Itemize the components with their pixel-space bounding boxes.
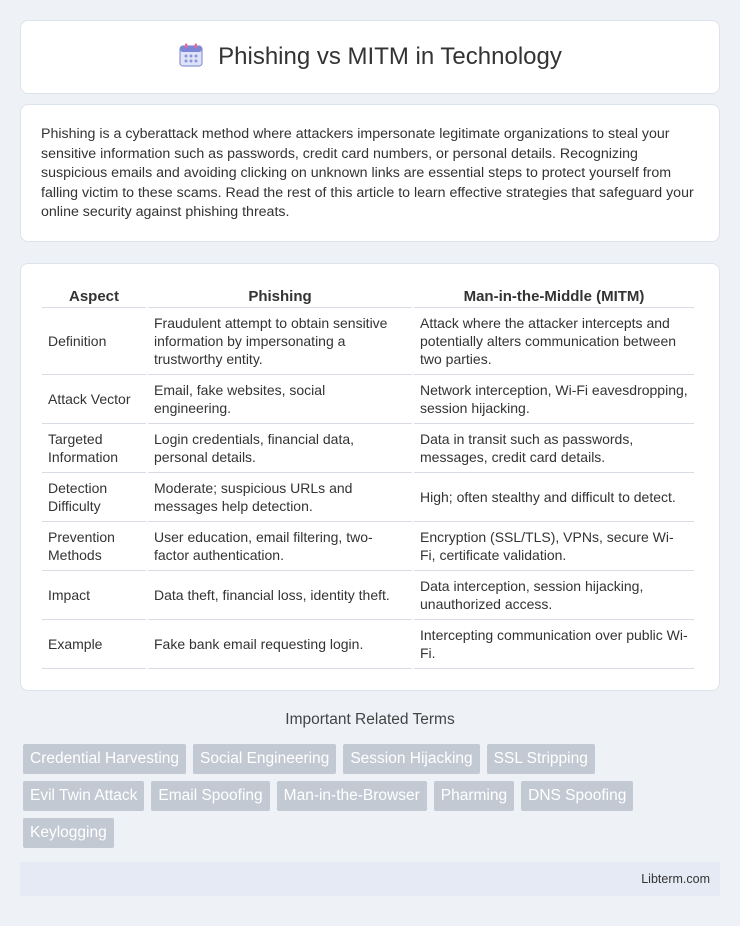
tag-man-in-the-browser[interactable]: Man-in-the-Browser (277, 781, 427, 811)
table-row (42, 620, 694, 669)
comparison-table-card (20, 263, 720, 691)
related-terms-heading: Important Related Terms (285, 711, 455, 728)
cell-phishing: Moderate; suspicious URLs and messages help detection. (148, 473, 412, 522)
cell-aspect: Definition (42, 308, 146, 375)
cell-aspect: Targeted Information (42, 424, 146, 473)
intro-text: Phishing is a cyberattack method where attackers impersonate legitimate organizations to steal your sensitive information such as passwords, credit card numbers, or personal details. Recognizing suspicious emails and avoiding clicking on unknown links are essential steps to protect yourself from falling victim to these scams. Read the rest of this article to learn effective strategies that safeguard your online security against phishing threats. (41, 126, 694, 220)
cell-phishing: Fake bank email requesting login. (148, 620, 412, 669)
table-row (42, 308, 694, 375)
cell-phishing: Data theft, financial loss, identity theft. (148, 571, 412, 620)
related-terms-tags (23, 744, 723, 848)
tag-dns-spoofing[interactable]: DNS Spoofing (521, 781, 633, 811)
intro-card (20, 104, 720, 242)
cell-phishing: Login credentials, financial data, personal details. (148, 424, 412, 473)
tag-credential-harvesting[interactable]: Credential Harvesting (23, 744, 186, 774)
cell-mitm: Intercepting communication over public Wi-Fi. (414, 620, 694, 669)
calendar-icon (178, 42, 204, 73)
table-row (42, 571, 694, 620)
cell-aspect: Detection Difficulty (42, 473, 146, 522)
cell-mitm: Attack where the attacker intercepts and potentially alters communication between two parties. (414, 308, 694, 375)
tag-keylogging[interactable]: Keylogging (23, 818, 114, 848)
tag-session-hijacking[interactable]: Session Hijacking (343, 744, 479, 774)
tag-evil-twin-attack[interactable]: Evil Twin Attack (23, 781, 144, 811)
cell-aspect: Example (42, 620, 146, 669)
cell-mitm: Encryption (SSL/TLS), VPNs, secure Wi-Fi, certificate validation. (414, 522, 694, 571)
tag-social-engineering[interactable]: Social Engineering (193, 744, 336, 774)
cell-mitm: Network interception, Wi-Fi eavesdropping, session hijacking. (414, 375, 694, 424)
cell-aspect: Prevention Methods (42, 522, 146, 571)
cell-aspect: Impact (42, 571, 146, 620)
cell-phishing: Email, fake websites, social engineering. (148, 375, 412, 424)
column-header-aspect: Aspect (42, 284, 146, 308)
cell-phishing: User education, email filtering, two-factor authentication. (148, 522, 412, 571)
title-wrap (178, 42, 562, 73)
tag-email-spoofing[interactable]: Email Spoofing (151, 781, 269, 811)
cell-mitm: High; often stealthy and difficult to detect. (414, 473, 694, 522)
cell-phishing: Fraudulent attempt to obtain sensitive information by impersonating a trustworthy entity. (148, 308, 412, 375)
table-row (42, 522, 694, 571)
table-row (42, 473, 694, 522)
table-header-row (42, 284, 694, 308)
footer (20, 862, 720, 896)
cell-aspect: Attack Vector (42, 375, 146, 424)
tag-ssl-stripping[interactable]: SSL Stripping (487, 744, 595, 774)
table-row (42, 424, 694, 473)
comparison-table (40, 284, 696, 669)
column-header-phishing: Phishing (148, 284, 412, 308)
column-header-mitm: Man-in-the-Middle (MITM) (414, 284, 694, 308)
page-title: Phishing vs MITM in Technology (218, 43, 562, 70)
tag-pharming[interactable]: Pharming (434, 781, 514, 811)
cell-mitm: Data interception, session hijacking, unauthorized access. (414, 571, 694, 620)
footer-site-link[interactable]: Libterm.com (641, 872, 710, 886)
table-row (42, 375, 694, 424)
cell-mitm: Data in transit such as passwords, messages, credit card details. (414, 424, 694, 473)
header-card (20, 20, 720, 94)
